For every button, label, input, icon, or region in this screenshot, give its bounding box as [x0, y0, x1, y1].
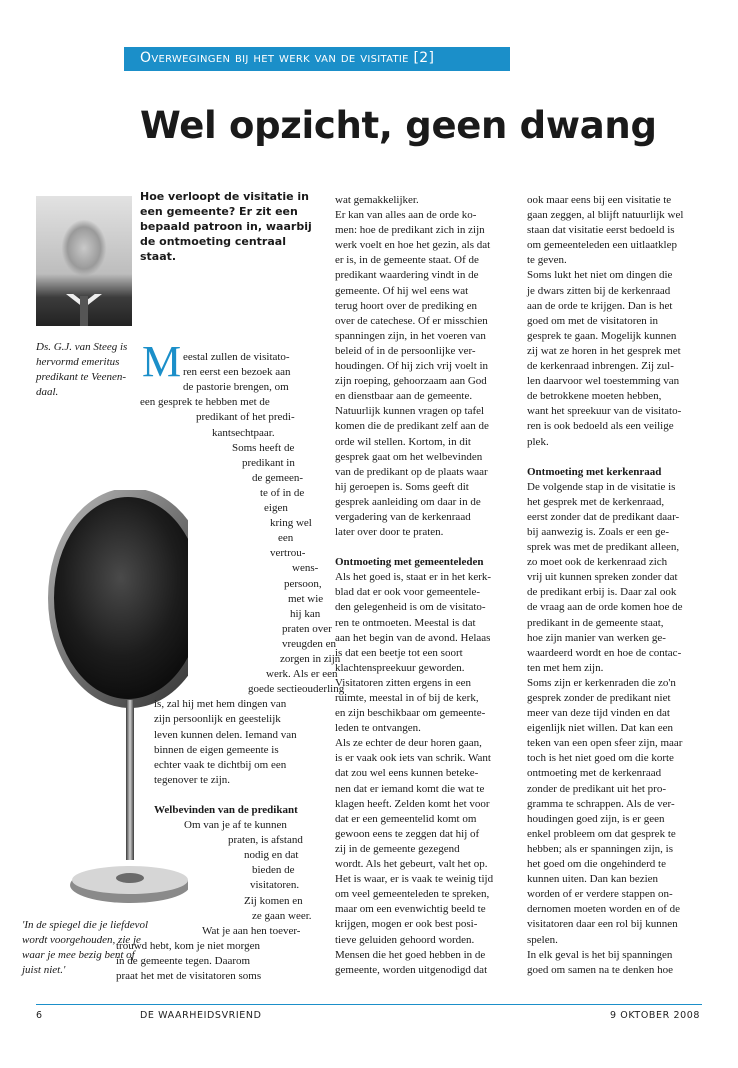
text-line: gesprek gaat om het welbevinden: [335, 450, 483, 463]
subheading: Ontmoeting met gemeenteleden: [335, 556, 484, 569]
text-line: men: hoe de predikant zich in zijn: [335, 224, 485, 237]
text-line: eigen: [264, 502, 288, 514]
text-line: klachtenspreekuur geworden.: [335, 661, 465, 674]
text-line: binnen de eigen gemeente is: [154, 743, 279, 756]
text-line: sprek was met de predikant alleen,: [527, 541, 680, 554]
text-line: gemeente. Of hij wel eens wat: [335, 284, 469, 297]
text-line: hebben; als er spanningen zijn, is: [527, 842, 674, 855]
text-line: ruimte, meestal in of bij de kerk,: [335, 692, 479, 704]
text-line: zij wat ze horen in het gesprek met: [527, 344, 681, 357]
text-line: Soms lukt het niet om dingen die: [527, 269, 673, 282]
publication-name: DE WAARHEIDSVRIEND: [140, 1010, 262, 1021]
text-line: tegenover te zijn.: [154, 773, 231, 786]
intro-line: Hoe verloopt de visitatie in: [140, 190, 309, 203]
text-line: ze gaan weer.: [252, 909, 312, 922]
text-line: gewoon eens te zeggen dat hij of: [335, 827, 480, 840]
text-line: Natuurlijk kunnen vragen op tafel: [335, 405, 485, 418]
footer-rule: [36, 1004, 702, 1005]
text-line: werk voelt en hoe het gezin, als dat: [335, 239, 491, 252]
text-line: kring wel: [270, 517, 312, 530]
text-line: maar om een evenwichtig beeld te: [335, 903, 486, 916]
text-line: later over door te praten.: [335, 526, 444, 539]
text-line: zorgen in zijn: [280, 653, 341, 665]
text-line: de gemeen-: [252, 471, 303, 484]
text-line: de pastorie brengen, om: [183, 381, 289, 394]
text-line: predikant waardering vindt in de: [335, 269, 479, 282]
text-line: zonder de predikant uit het pro-: [527, 782, 666, 795]
text-line: wordt. Als het gebeurt, valt het op.: [335, 858, 488, 871]
text-line: zo moet ook de kerkenraad zich: [527, 556, 668, 569]
text-line: de kerkenraad inbrengen. Zij zul-: [527, 360, 674, 373]
text-line: een: [278, 532, 294, 545]
text-line: spelen.: [527, 933, 558, 946]
text-line: Het is waar, er is vaak te weinig tijd: [335, 873, 494, 886]
article-column-3: [527, 193, 712, 978]
text-line: ren eerst een bezoek aan: [183, 366, 291, 379]
text-line: beleid of in de persoonlijke ver-: [335, 344, 476, 357]
text-line: tieve geluiden gehoord worden.: [335, 933, 475, 946]
text-line: praat het met de visitatoren soms: [116, 970, 262, 982]
text-line: dat er een gemeentelid komt om: [335, 812, 477, 825]
text-line: gemeente, worden uitgenodigd dat: [335, 963, 488, 976]
text-line: goed om samen na te denken hoe: [527, 963, 674, 976]
author-caption: [36, 340, 136, 400]
page-number: 6: [36, 1010, 43, 1021]
text-line: aan de orde te krijgen. Dan is het: [527, 299, 673, 312]
text-line: goede sectieouderling: [248, 683, 345, 696]
caption-line: hervormd emeritus: [36, 356, 120, 369]
text-line: werk. Als er een: [266, 668, 338, 681]
text-line: vergadering van de kerkenraad: [335, 510, 471, 523]
text-line: leden te ontvangen.: [335, 722, 421, 735]
text-line: vrij uit kunnen spreken zonder dat: [527, 571, 678, 584]
text-line: Zij komen en: [244, 894, 303, 907]
text-line: het goed om die ongehinderd te: [527, 858, 666, 871]
intro-line: staat.: [140, 250, 177, 264]
text-line: om gemeenteleden een uitlaatklep: [527, 239, 677, 252]
text-line: in de gemeente tegen. Daarom: [116, 954, 251, 967]
text-line: eerst zonder dat de predikant daar-: [527, 510, 680, 523]
text-line: toch is het niet goed om die korte: [527, 752, 674, 765]
text-line: ten met hem zijn.: [527, 661, 604, 674]
text-line: terug hoort over de prediking en: [335, 299, 478, 312]
caption-line: wordt voorgehouden, zie je: [22, 934, 141, 947]
text-line: hij geroepen is. Soms geeft dit: [335, 480, 469, 493]
text-line: teken van een open sfeer zijn, maar: [527, 737, 683, 750]
text-line: gaan zeggen, al blijft natuurlijk wel: [527, 209, 684, 222]
portrait-tie: [80, 296, 88, 326]
text-line: dat zou wel eens kunnen beteke-: [335, 767, 479, 780]
text-line: predikant in: [242, 456, 295, 469]
text-line: met wie: [288, 592, 324, 605]
text-line: Als het goed is, staat er in het kerk-: [335, 571, 492, 584]
text-line: ren is ook bedoeld als een veilige: [527, 420, 674, 433]
text-line: worden of er verdere stappen on-: [527, 888, 673, 901]
text-line: nodig en dat: [244, 849, 299, 862]
article-column-2: [335, 193, 520, 978]
text-line: van de predikant op de plaats waar: [335, 465, 488, 478]
text-line: kantsechtpaar.: [212, 426, 275, 439]
text-line: enkel probleem om dat gesprek te: [527, 827, 676, 840]
text-line: zij in de gemeente gezegend: [335, 842, 460, 855]
text-line: eestal zullen de visitato-: [183, 351, 290, 363]
text-line: een gesprek te hebben met de: [140, 396, 270, 409]
text-line: ook maar eens bij een visitatie te: [527, 194, 672, 206]
text-line: Er kan van alles aan de orde ko-: [335, 209, 477, 222]
text-line: gesprek zonder de predikant niet: [527, 692, 671, 704]
text-line: Mensen die het goed hebben in de: [335, 948, 486, 961]
caption-line: juist niet.': [22, 964, 66, 977]
text-line: krijgen, mogen er ook best posi-: [335, 918, 478, 931]
text-line: om veel gemeenteleden te spreken,: [335, 888, 490, 901]
text-line: over de catechese. Of er misschien: [335, 314, 488, 327]
text-line: Om van je af te kunnen: [184, 819, 287, 831]
text-line: is dat een beetje tot een soort: [335, 646, 463, 659]
text-line: er is, in de gemeente staat. Of de: [335, 254, 479, 267]
text-line: spanningen zijn, in het voeren van: [335, 329, 486, 342]
text-line: wat gemakkelijker.: [335, 194, 419, 206]
text-line: houdingen goed zijn, is er geen: [527, 812, 665, 825]
text-line: visitatoren.: [250, 879, 300, 892]
text-line: de vraag aan de orde komen hoe de: [527, 601, 683, 614]
text-line: te geven.: [527, 254, 567, 267]
text-line: gesprek te gaan. Mogelijk kunnen: [527, 329, 677, 342]
text-line: aan het begin van de avond. Helaas: [335, 631, 491, 644]
drop-cap: M: [142, 337, 182, 386]
section-banner: Overwegingen bij het werk van de visitatie [2]: [124, 47, 510, 71]
text-line: visitatoren daar een rol bij kunnen: [527, 918, 678, 931]
text-line: Als ze echter de deur horen gaan,: [335, 737, 482, 750]
text-line: echter vaak te dichtbij om een: [154, 758, 287, 771]
page-title: Wel opzicht, geen dwang: [140, 104, 657, 147]
text-line: Soms heeft de: [232, 441, 295, 454]
text-line: hij kan: [290, 607, 321, 620]
text-line: hoe zijn manier van werken ge-: [527, 631, 666, 644]
text-line: gesprek aanleiding om daar in de: [335, 495, 481, 508]
text-line: en zijn beschikbaar om gemeente-: [335, 707, 486, 720]
text-line: waardeerd wordt en hoe de contac-: [527, 646, 682, 659]
text-line: dernomen moeten worden en of de: [527, 903, 681, 916]
text-line: leven kunnen delen. Iemand van: [154, 728, 297, 741]
text-line: vertrou-: [270, 547, 306, 560]
text-line: want het spreekuur van de visitato-: [527, 405, 682, 418]
text-line: orde wil stellen. Kortom, in dit: [335, 435, 471, 448]
text-line: klagen heeft. Zelden komt het voor: [335, 797, 490, 810]
text-line: houdingen. Of hij zich vrij voelt in: [335, 360, 489, 373]
text-line: ren te ontmoeten. Meestal is dat: [335, 616, 476, 629]
caption-line: 'In de spiegel die je liefdevol: [22, 919, 149, 931]
text-line: zijn persoonlijk en geestelijk: [154, 713, 281, 726]
intro-lead: [140, 189, 330, 264]
text-line: meer van deze tijd vinden en dat: [527, 707, 670, 720]
text-line: te of in de: [260, 486, 305, 499]
text-line: trouwd hebt, kom je niet morgen: [116, 939, 260, 952]
text-line: den gelegenheid is om de visitato-: [335, 601, 486, 614]
text-line: komen die de predikant zelf aan de: [335, 420, 489, 433]
text-line: je dwars zitten bij de kerkenraad: [527, 284, 671, 297]
author-portrait: [36, 196, 132, 326]
text-line: gramma te schrappen. Als de ver-: [527, 797, 675, 810]
text-line: predikant of het predi-: [196, 411, 295, 424]
subheading: Welbevinden van de predikant: [154, 803, 298, 816]
text-line: len daarvoor wel toestemming van: [527, 375, 680, 388]
intro-line: bepaald patroon in, waarbij: [140, 220, 312, 234]
text-line: blad dat er ook voor gemeentele-: [335, 586, 481, 599]
text-line: nen dat er iemand komt die wat te: [335, 782, 485, 795]
text-line: zijn roeping, gehoorzaam aan God: [335, 375, 487, 388]
text-line: wens-: [292, 562, 319, 575]
text-line: predikant in de gemeente staat,: [527, 616, 664, 629]
text-line: Visitatoren zitten ergens in een: [335, 676, 471, 689]
caption-line: predikant te Veenen-: [36, 371, 126, 384]
text-line: ontmoeting met de kerkenraad: [527, 767, 662, 780]
text-line: praten, is afstand: [228, 834, 303, 847]
text-line: goed om met de visitatoren in: [527, 314, 659, 327]
text-line: Soms zijn er kerkenraden die zo'n: [527, 676, 676, 689]
text-line: staan dat visitatie eerst bedoeld is: [527, 224, 675, 237]
text-line: vreugden en: [282, 637, 337, 650]
text-line: eigenlijk niet willen. Dat kan een: [527, 722, 674, 735]
caption-line: Ds. G.J. van Steeg is: [36, 341, 128, 353]
text-line: bieden de: [252, 864, 295, 877]
caption-line: waar je mee bezig bent of: [22, 949, 135, 962]
text-line: kunnen uiten. Dan kan bezien: [527, 873, 659, 886]
intro-line: de ontmoeting centraal: [140, 235, 286, 249]
issue-date: 9 OKTOBER 2008: [610, 1010, 701, 1021]
text-line: Wat je aan hen toever-: [202, 924, 301, 937]
text-line: en dienstbaar aan de gemeente.: [335, 390, 473, 403]
text-line: persoon,: [284, 577, 322, 590]
caption-line: daal.: [36, 386, 59, 399]
text-line: praten over: [282, 622, 332, 635]
text-line: is, zal hij met hem dingen van: [154, 698, 287, 711]
text-line: De volgende stap in de visitatie is: [527, 480, 676, 493]
text-line: is er vaak ook iets van schrik. Want: [335, 752, 491, 765]
text-line: het gesprek met de kerkenraad,: [527, 495, 665, 508]
subheading: Ontmoeting met kerkenraad: [527, 465, 662, 478]
text-line: bij aanwezig is. Zoals er een ge-: [527, 525, 670, 538]
text-line: plek.: [527, 435, 549, 448]
text-line: In elk geval is het bij spanningen: [527, 948, 673, 961]
text-line: de betrokkene moeten hebben,: [527, 390, 662, 403]
intro-line: een gemeente? Er zit een: [140, 205, 298, 219]
text-line: de predikant erbij is. Daar zal ook: [527, 586, 677, 599]
